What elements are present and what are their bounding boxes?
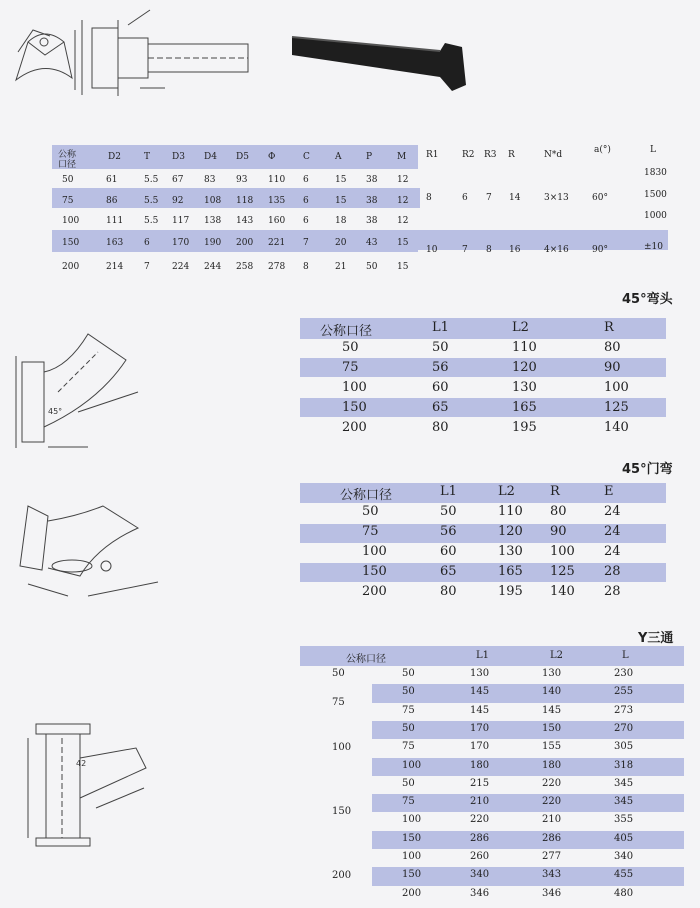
table1-R3-group1: 7 — [486, 193, 492, 203]
table1-cell: 93 — [236, 175, 248, 185]
table1-cell: 138 — [204, 216, 222, 226]
ytee-cell: 210 — [542, 814, 562, 826]
door45-cell: 80 — [440, 584, 457, 599]
table1-cell: 135 — [268, 196, 286, 206]
ytee-angle-label: 42 — [76, 759, 87, 768]
elbow45-cell: 110 — [512, 340, 537, 355]
elbow45-cell: 165 — [512, 400, 537, 415]
table1-header: L — [650, 145, 656, 155]
ytee-cell: 50 — [402, 722, 415, 734]
elbow45-cell: 100 — [342, 380, 367, 395]
table1-header: M — [397, 152, 407, 162]
ytee-cell: 210 — [470, 796, 490, 808]
dark-pipe-photo — [290, 25, 490, 105]
table1-cell: 5.5 — [144, 196, 159, 206]
elbow45-header: L2 — [512, 320, 529, 335]
table1-header: Φ — [268, 152, 276, 162]
ytee-cell: 75 — [402, 796, 415, 808]
table1-cell: 50 — [62, 175, 74, 185]
ytee-row-band — [372, 721, 684, 739]
ytee-cell: 270 — [614, 722, 634, 734]
table1-R2-group1: 6 — [462, 193, 468, 203]
ytee-cell: 75 — [402, 704, 415, 716]
elbow45-cell: 56 — [432, 360, 449, 375]
door45-cell: 110 — [498, 504, 523, 519]
table1-cell: 86 — [106, 196, 118, 206]
elbow45-cell: 100 — [604, 380, 629, 395]
table1-header: A — [335, 152, 342, 162]
table1-cell: 38 — [366, 175, 378, 185]
ytee-cell: 220 — [542, 796, 562, 808]
door45-header: 公称口径 — [340, 488, 393, 503]
elbow45-angle-label: 45° — [48, 407, 63, 416]
ytee-cell: 340 — [470, 869, 490, 881]
table1-cell: 38 — [366, 196, 378, 206]
table1-cell: 200 — [236, 238, 254, 248]
ytee-cell: 100 — [402, 851, 422, 862]
table1-cell: 117 — [172, 216, 190, 226]
ytee-cell: 346 — [470, 887, 490, 899]
table1-Nd-group1: 3×13 — [544, 193, 569, 203]
table1-cell: 190 — [204, 238, 222, 248]
table1-cell: 12 — [397, 175, 409, 185]
ytee-cell: 260 — [470, 851, 490, 862]
ytee-cell: 200 — [402, 887, 422, 899]
door45-cell: 28 — [604, 584, 621, 599]
ytee-cell: 50 — [402, 668, 415, 679]
elbow45-cell: 195 — [512, 420, 537, 435]
table1-cell: 15 — [397, 238, 409, 248]
ytee-cell: 343 — [542, 869, 562, 881]
door45-cell: 56 — [440, 524, 457, 539]
elbow45-header: L1 — [432, 320, 449, 335]
table1-header: 公称口径 — [58, 150, 77, 170]
table1-cell: 221 — [268, 238, 286, 248]
table1-header: a(°) — [594, 145, 611, 155]
elbow45-cell: 140 — [604, 420, 629, 435]
elbow45-cell: 80 — [604, 340, 621, 355]
table1-cell: 5.5 — [144, 216, 159, 226]
table1-cell: 18 — [335, 216, 347, 226]
table1-cell: 75 — [62, 196, 74, 206]
ytee-cell: 150 — [402, 832, 422, 844]
door45-cell: 90 — [550, 524, 567, 539]
table1-cell: 7 — [303, 238, 309, 248]
door45-cell: 195 — [498, 584, 523, 599]
table1-cell: 12 — [397, 196, 409, 206]
ytee-cell: 340 — [614, 851, 634, 862]
ytee-cell: 150 — [402, 869, 422, 881]
ytee-cell: 130 — [470, 668, 490, 679]
table1-cell: 67 — [172, 175, 184, 185]
elbow45-cell: 130 — [512, 380, 537, 395]
ytee-cell: 145 — [470, 704, 490, 716]
ytee-row-band — [372, 794, 684, 812]
ytee-cell: 150 — [542, 722, 562, 734]
ytee-title: Y三通 — [638, 631, 674, 646]
ytee-cell: 345 — [614, 796, 634, 808]
table1-cell: 6 — [303, 196, 309, 206]
ytee-main-size: 200 — [332, 870, 352, 882]
table1-cell: 244 — [204, 262, 222, 272]
table1-L-value: ±10 — [644, 242, 663, 252]
table1-cell: 43 — [366, 238, 378, 248]
ytee-header: L1 — [476, 650, 490, 661]
table1-header: R — [508, 150, 515, 160]
table1-cell: 12 — [397, 216, 409, 226]
ytee-cell: 170 — [470, 741, 490, 753]
table1-cell: 258 — [236, 262, 254, 272]
door45-header: L1 — [440, 484, 457, 499]
table1-cell: 92 — [172, 196, 184, 206]
table1-cell: 108 — [204, 196, 222, 206]
ytee-header: L2 — [550, 650, 564, 661]
ytee-cell: 286 — [470, 832, 490, 844]
ytee-main-size: 75 — [332, 696, 345, 708]
table1-cell: 15 — [335, 175, 347, 185]
table1-cell: 15 — [397, 262, 409, 272]
table1-cell: 15 — [335, 196, 347, 206]
table1-cell: 110 — [268, 175, 286, 185]
table1-cell: 224 — [172, 262, 190, 272]
door45-cell: 75 — [362, 524, 379, 539]
ytee-cell: 180 — [470, 759, 490, 771]
elbow45-cell: 60 — [432, 380, 449, 395]
ytee-cell: 215 — [470, 777, 490, 789]
ytee-row-band — [372, 684, 684, 702]
door45-header: L2 — [498, 484, 515, 499]
ytee-cell: 50 — [402, 686, 415, 698]
table1-L-value: 1500 — [644, 190, 667, 200]
elbow45-cell: 75 — [342, 360, 359, 375]
table1-cell: 100 — [62, 216, 80, 226]
table1-L-value: 1830 — [644, 168, 667, 178]
table1-header: R1 — [426, 150, 439, 160]
ytee-cell: 305 — [614, 741, 634, 753]
table1-R3-group2: 8 — [486, 245, 492, 255]
ytee-header: 公称口径 — [346, 654, 386, 665]
ytee-cell: 345 — [614, 777, 634, 789]
table1-header: D4 — [204, 152, 217, 162]
door45-drawing — [8, 496, 168, 616]
door45-cell: 140 — [550, 584, 575, 599]
elbow45-cell: 90 — [604, 360, 621, 375]
elbow45-cell: 150 — [342, 400, 367, 415]
table1-cell: 111 — [106, 216, 124, 226]
ytee-main-size: 150 — [332, 806, 352, 818]
door45-cell: 65 — [440, 564, 457, 579]
ytee-cell: 318 — [614, 759, 634, 771]
door45-cell: 50 — [440, 504, 457, 519]
door45-cell: 130 — [498, 544, 523, 559]
table1-cell: 7 — [144, 262, 150, 272]
door45-title: 45°门弯 — [622, 462, 673, 477]
door45-cell: 125 — [550, 564, 575, 579]
table1-cell: 21 — [335, 262, 347, 272]
table1-L-value: 1000 — [644, 211, 667, 221]
ytee-cell: 140 — [542, 686, 562, 698]
ytee-cell: 170 — [470, 722, 490, 734]
table1-cell: 118 — [236, 196, 254, 206]
table1-a-group1: 60° — [592, 193, 608, 203]
table1-cell: 50 — [366, 262, 378, 272]
ytee-cell: 155 — [542, 741, 562, 753]
ytee-cell: 180 — [542, 759, 562, 771]
door45-cell: 28 — [604, 564, 621, 579]
ytee-main-size: 50 — [332, 668, 345, 679]
table1-header: D3 — [172, 152, 185, 162]
ytee-cell: 100 — [402, 814, 422, 826]
table1-band-4 — [418, 230, 668, 250]
ytee-cell: 346 — [542, 887, 562, 899]
ytee-cell: 75 — [402, 741, 415, 753]
door45-cell: 165 — [498, 564, 523, 579]
elbow45-cell: 200 — [342, 420, 367, 435]
ytee-cell: 273 — [614, 704, 634, 716]
ytee-cell: 405 — [614, 832, 634, 844]
table1-header: D2 — [108, 152, 121, 162]
table1-cell: 143 — [236, 216, 254, 226]
elbow45-cell: 120 — [512, 360, 537, 375]
door45-cell: 200 — [362, 584, 387, 599]
table1-cell: 61 — [106, 175, 118, 185]
ytee-cell: 277 — [542, 851, 562, 862]
table1-header: P — [366, 152, 373, 162]
table1-header: C — [303, 152, 310, 162]
ytee-cell: 100 — [402, 759, 422, 771]
table1-cell: 163 — [106, 238, 124, 248]
table1-cell: 170 — [172, 238, 190, 248]
table1-cell: 38 — [366, 216, 378, 226]
door45-header: E — [604, 484, 614, 499]
door45-cell: 150 — [362, 564, 387, 579]
elbow45-drawing — [8, 322, 168, 472]
table1-header: R3 — [484, 150, 497, 160]
ytee-cell: 286 — [542, 832, 562, 844]
table1-header: N*d — [544, 150, 563, 160]
ytee-cell: 145 — [470, 686, 490, 698]
ytee-drawing — [6, 718, 176, 858]
ytee-cell: 220 — [542, 777, 562, 789]
ytee-cell: 480 — [614, 887, 634, 899]
table1-cell: 160 — [268, 216, 286, 226]
table1-cell: 20 — [335, 238, 347, 248]
table1-cell: 278 — [268, 262, 286, 272]
elbow45-cell: 65 — [432, 400, 449, 415]
table1-cell: 6 — [144, 238, 150, 248]
table1-cell: 83 — [204, 175, 216, 185]
ytee-main-size: 100 — [332, 742, 352, 754]
door45-cell: 24 — [604, 504, 621, 519]
table1-header: T — [144, 152, 151, 162]
ytee-cell: 145 — [542, 704, 562, 716]
elbow45-title: 45°弯头 — [622, 292, 673, 307]
table1-band-1 — [52, 145, 418, 169]
elbow45-cell: 125 — [604, 400, 629, 415]
table1-R1-group2: 10 — [426, 245, 438, 255]
table1-R-group1: 14 — [509, 193, 521, 203]
ytee-cell: 355 — [614, 814, 634, 826]
door45-cell: 24 — [604, 544, 621, 559]
ytee-cell: 230 — [614, 668, 634, 679]
ytee-cell: 455 — [614, 869, 634, 881]
table1-cell: 8 — [303, 262, 309, 272]
elbow45-header: 公称口径 — [320, 324, 373, 339]
ytee-cell: 50 — [402, 777, 415, 789]
elbow45-header: R — [604, 320, 614, 335]
elbow45-cell: 50 — [342, 340, 359, 355]
table1-cell: 214 — [106, 262, 124, 272]
ytee-cell: 220 — [470, 814, 490, 826]
elbow45-cell: 50 — [432, 340, 449, 355]
elbow45-cell: 80 — [432, 420, 449, 435]
ytee-header: L — [622, 650, 629, 661]
door45-cell: 60 — [440, 544, 457, 559]
table1-cell: 200 — [62, 262, 80, 272]
door45-cell: 100 — [550, 544, 575, 559]
door45-cell: 120 — [498, 524, 523, 539]
table1-a-group2: 90° — [592, 245, 608, 255]
table1-cell: 5.5 — [144, 175, 159, 185]
table1-R2-group2: 7 — [462, 245, 468, 255]
table1-cell: 150 — [62, 238, 80, 248]
table1-header: D5 — [236, 152, 249, 162]
ytee-cell: 130 — [542, 668, 562, 679]
table1-cell: 6 — [303, 175, 309, 185]
door45-cell: 24 — [604, 524, 621, 539]
table1-R-group2: 16 — [509, 245, 521, 255]
door45-cell: 100 — [362, 544, 387, 559]
ytee-cell: 255 — [614, 686, 634, 698]
table1-header: R2 — [462, 150, 475, 160]
table1-Nd-group2: 4×16 — [544, 245, 569, 255]
door45-cell: 50 — [362, 504, 379, 519]
table1-cell: 6 — [303, 216, 309, 226]
door45-header: R — [550, 484, 560, 499]
door45-cell: 80 — [550, 504, 567, 519]
table1-R1-group1: 8 — [426, 193, 432, 203]
